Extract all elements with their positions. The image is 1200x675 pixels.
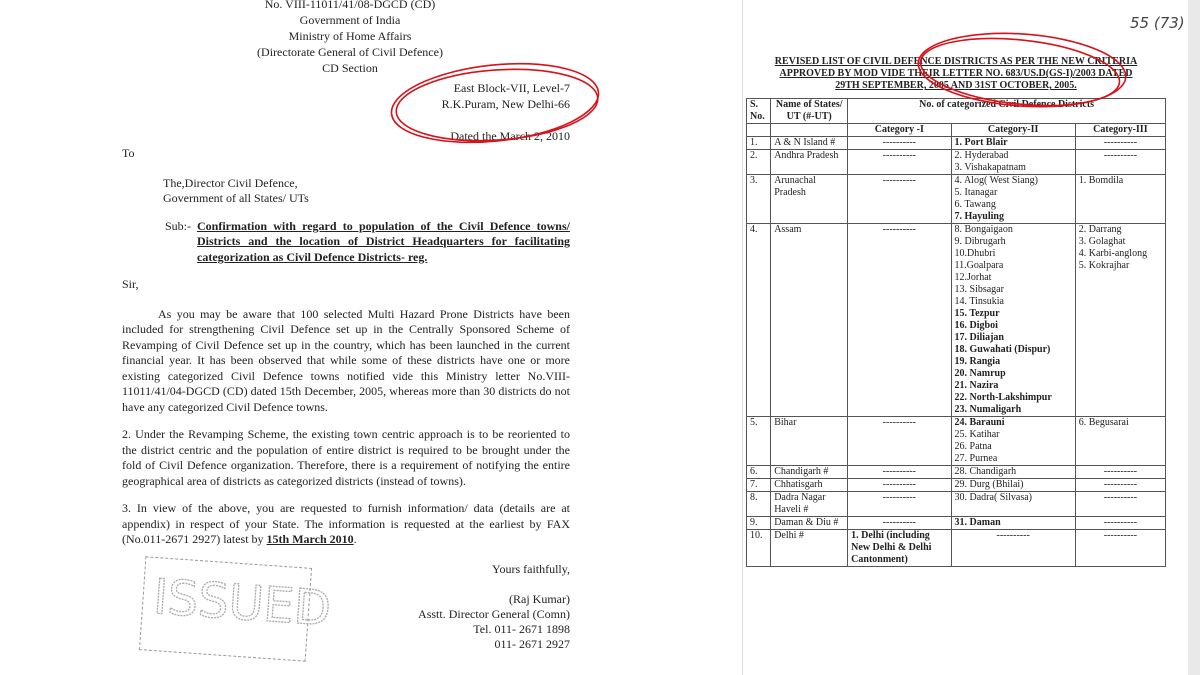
cat3-cell (1075, 479, 1165, 492)
signatory-name: (Raj Kumar) (509, 591, 570, 606)
table-row (747, 466, 1166, 479)
district-item: 28. Chandigarh (954, 466, 1017, 477)
cat2-cell (951, 417, 1075, 466)
empty-dash: ---------- (1103, 517, 1138, 528)
empty-dash: ---------- (996, 530, 1030, 541)
page-edge (1188, 0, 1200, 675)
file-number: No. VIII-11011/41/08-DGCD (CD) (264, 0, 436, 11)
handwritten-page-number: 55 (73) (1130, 14, 1185, 32)
district-item: 20. Namrup (954, 368, 1006, 379)
district-item: 17. Diliajan (954, 332, 1004, 343)
paragraph-2: 2. Under the Revamping Scheme, the existing town centric approach is to be reoriented to the district centric and the population of entire district is required to be brought under the fold of Civil Defence organization. Therefore, there is a requirement of notifying the entire geographical area of districts as categorized districts (instead of towns). (122, 427, 570, 488)
cat3-cell (1075, 517, 1165, 530)
cat3-cell (1075, 417, 1165, 466)
cat3-cell (1075, 466, 1165, 479)
issued-stamp (139, 556, 333, 661)
address-line: R.K.Puram, New Delhi-66 (441, 97, 570, 111)
cat2-cell (951, 175, 1075, 224)
district-item: 1. Delhi (including New Delhi & Delhi Cantonment) (851, 530, 932, 565)
empty-dash: ---------- (882, 492, 916, 503)
header-row (747, 99, 1166, 124)
sno-cell: 7. (747, 479, 771, 492)
empty-dash: ---------- (882, 417, 916, 428)
cat3-cell (1075, 137, 1165, 150)
state-name-cell: Daman & Diu # (771, 517, 848, 530)
paragraph-3-text: 3. In view of the above, you are requested to furnish information/ data (details are at appendix) in respect of your State. The information is requested at the earliest by FAX (No.011-2671 2927) latest by (122, 501, 570, 546)
table-row (747, 137, 1166, 150)
telephone: Tel. 011- 2671 1898 (473, 621, 570, 636)
empty-dash: ---------- (882, 150, 916, 161)
signature-block (418, 562, 570, 652)
recipient (163, 176, 570, 207)
paragraph-1: As you may be aware that 100 selected Multi Hazard Prone Districts have been included for strengthening Civil Defence set up in the Centrally Sponsored Scheme of Revamping of Civil Defence set up in the country, which has been launched in the current financial year. It has been observed that while some of these districts have one or more existing categorized Civil Defence towns notified vide this Ministry letter No.VIII-11011/41/04-DGCD (CD) dated 15th December, 2005, whereas more than 30 districts do not have any categorized Civil Defence towns. (122, 306, 570, 414)
state-name-cell: Bihar (771, 417, 848, 466)
cat1-cell (848, 530, 951, 567)
cat2-cell (951, 137, 1075, 150)
district-item: 24. Barauni (954, 417, 1005, 428)
state-name-cell: A & N Island # (771, 137, 848, 150)
subject-text: Confirmation with regard to population of the Civil Defence towns/ Districts and the location of District Headquarters for facilitating categorization as Civil Defence Districts- reg. (197, 218, 570, 264)
salutation: Sir, (122, 277, 139, 291)
table-row (747, 417, 1166, 466)
district-item: 3. Golaghat (1078, 236, 1126, 247)
cat2-cell (951, 530, 1075, 567)
annex-content (746, 56, 1166, 567)
section: CD Section (322, 61, 378, 75)
state-name-cell: Dadra Nagar Haveli # (771, 492, 848, 517)
empty-dash: ---------- (1103, 479, 1138, 490)
district-item: 8. Bongaigaon (954, 224, 1013, 235)
cat1-cell (848, 224, 951, 417)
district-item: 9. Dibrugarh (954, 236, 1006, 247)
directorate: (Directorate General of Civil Defence) (257, 45, 443, 59)
annex-title (746, 56, 1166, 92)
district-item: 2. Hyderabad (954, 150, 1009, 161)
cat3-cell (1075, 530, 1165, 567)
empty-dash: ---------- (882, 137, 916, 148)
table-row (747, 492, 1166, 517)
cat2-cell (951, 517, 1075, 530)
table-row (747, 517, 1166, 530)
sno-cell: 1. (747, 137, 771, 150)
state-name-cell: Chhatisgarh (771, 479, 848, 492)
state-name-cell: Chandigarh # (771, 466, 848, 479)
header-cat1: Category -I (848, 124, 951, 137)
district-item: 14. Tinsukia (954, 296, 1004, 307)
sno-cell: 6. (747, 466, 771, 479)
empty-dash: ---------- (882, 175, 916, 186)
sno-cell: 2. (747, 150, 771, 175)
title-line: REVISED LIST OF CIVIL DEFENCE DISTRICTS AS PER THE NEW CRITERIA (774, 56, 1138, 67)
table-row (747, 530, 1166, 567)
table-row (747, 479, 1166, 492)
district-item: 7. Hayuling (954, 211, 1004, 222)
cat2-cell (951, 150, 1075, 175)
empty-dash: ---------- (882, 466, 916, 477)
district-item: 2. Darrang (1078, 224, 1122, 235)
cat1-cell (848, 479, 951, 492)
ministry: Ministry of Home Affairs (288, 29, 412, 43)
letter-body (122, 146, 570, 656)
cat2-cell (951, 224, 1075, 417)
sno-cell: 8. (747, 492, 771, 517)
empty-dash: ---------- (1103, 492, 1138, 503)
svg-text:ISSUED: ISSUED (151, 568, 333, 637)
district-item: 4. Karbi-anglong (1078, 248, 1148, 259)
district-item: 25. Katihar (954, 429, 1000, 440)
cat1-cell (848, 137, 951, 150)
district-item: 1. Port Blair (954, 137, 1008, 148)
district-item: 6. Begusarai (1078, 417, 1129, 428)
sno-cell: 3. (747, 175, 771, 224)
title-line: APPROVED BY MOD VIDE THEIR LETTER NO. 683/US.D(GS-I)/2003 DATED (779, 68, 1133, 79)
table-row (747, 150, 1166, 175)
districts-table (746, 98, 1166, 567)
header-group: No. of categorized Civil Defence Districts (848, 99, 1166, 124)
cat1-cell (848, 417, 951, 466)
paragraph-3 (122, 501, 570, 548)
header-cat3: Category-III (1075, 124, 1165, 137)
sender-address (370, 80, 570, 144)
empty-dash: ---------- (882, 517, 916, 528)
district-item: 1. Bomdila (1078, 175, 1124, 186)
district-item: 29. Durg (Bhilai) (954, 479, 1024, 490)
title-line: 29TH SEPTEMBER, 2005 AND 31ST OCTOBER, 2005. (835, 80, 1077, 91)
district-item: 10.Dhubri (954, 248, 996, 259)
district-item: 13. Sibsagar (954, 284, 1004, 295)
cat1-cell (848, 517, 951, 530)
letter-footer (122, 562, 570, 656)
spacer (370, 112, 570, 128)
empty-dash: ---------- (1103, 466, 1138, 477)
closing: Yours faithfully, (491, 561, 570, 576)
empty-dash: ---------- (882, 479, 916, 490)
subject-label: Sub:- (165, 218, 192, 233)
sno-cell: 5. (747, 417, 771, 466)
fax: 011- 2671 2927 (494, 636, 570, 651)
cat3-cell (1075, 492, 1165, 517)
district-item: 11.Goalpara (954, 260, 1004, 271)
recipient-line: The,Director Civil Defence, (163, 175, 298, 190)
subject (165, 219, 570, 266)
empty-dash: ---------- (1103, 137, 1138, 148)
empty-cell (747, 124, 771, 137)
cat3-cell (1075, 150, 1165, 175)
cat2-cell (951, 466, 1075, 479)
header-cat2: Category-II (951, 124, 1075, 137)
sno-cell: 10. (747, 530, 771, 567)
empty-dash: ---------- (882, 224, 916, 235)
government: Government of India (299, 13, 401, 27)
district-item: 22. North-Lakshimpur (954, 392, 1052, 403)
district-item: 16. Digboi (954, 320, 998, 331)
district-item: 4. Alog( West Siang) (954, 175, 1038, 186)
empty-dash: ---------- (1103, 150, 1138, 161)
district-item: 6. Tawang (954, 199, 996, 210)
signatory-title: Asstt. Director General (Comn) (418, 606, 570, 621)
state-name-cell: Delhi # (771, 530, 848, 567)
spacer (418, 577, 570, 592)
paragraph-3-end: . (353, 532, 357, 546)
district-item: 15. Tezpur (954, 308, 1000, 319)
to-label: To (122, 146, 135, 160)
address-line: East Block-VII, Level-7 (453, 81, 570, 95)
table-row (747, 224, 1166, 417)
empty-cell (771, 124, 848, 137)
letter-header (200, 0, 500, 76)
district-item: 21. Nazira (954, 380, 999, 391)
cat1-cell (848, 492, 951, 517)
district-item: 5. Kokrajhar (1078, 260, 1130, 271)
letter-date: Dated the March 2, 2010 (450, 129, 570, 143)
sno-cell: 9. (747, 517, 771, 530)
recipient-line: Government of all States/ UTs (163, 191, 309, 205)
issued-stamp-text (142, 557, 333, 638)
district-item: 12.Jorhat (954, 272, 992, 283)
header-sno: S. No. (747, 99, 771, 124)
district-item: 27. Purnea (954, 453, 998, 464)
district-item: 26. Patna (954, 441, 992, 452)
district-item: 3. Vishakapatnam (954, 162, 1026, 173)
cat3-cell (1075, 175, 1165, 224)
sno-cell: 4. (747, 224, 771, 417)
empty-dash: ---------- (1103, 530, 1138, 541)
header-name: Name of States/ UT (#-UT) (771, 99, 848, 124)
state-name-cell: Andhra Pradesh (771, 150, 848, 175)
subheader-row (747, 124, 1166, 137)
district-item: 18. Guwahati (Dispur) (954, 344, 1051, 355)
district-item: 23. Numaligarh (954, 404, 1022, 415)
cat2-cell (951, 492, 1075, 517)
district-item: 5. Itanagar (954, 187, 998, 198)
state-name-cell: Arunachal Pradesh (771, 175, 848, 224)
table-row (747, 175, 1166, 224)
cat3-cell (1075, 224, 1165, 417)
state-name-cell: Assam (771, 224, 848, 417)
cat2-cell (951, 479, 1075, 492)
district-item: 30. Dadra( Silvasa) (954, 492, 1032, 503)
district-item: 19. Rangia (954, 356, 1001, 367)
cat1-cell (848, 175, 951, 224)
cat1-cell (848, 150, 951, 175)
deadline-date: 15th March 2010 (266, 532, 354, 546)
cat1-cell (848, 466, 951, 479)
district-item: 31. Daman (954, 517, 1001, 528)
